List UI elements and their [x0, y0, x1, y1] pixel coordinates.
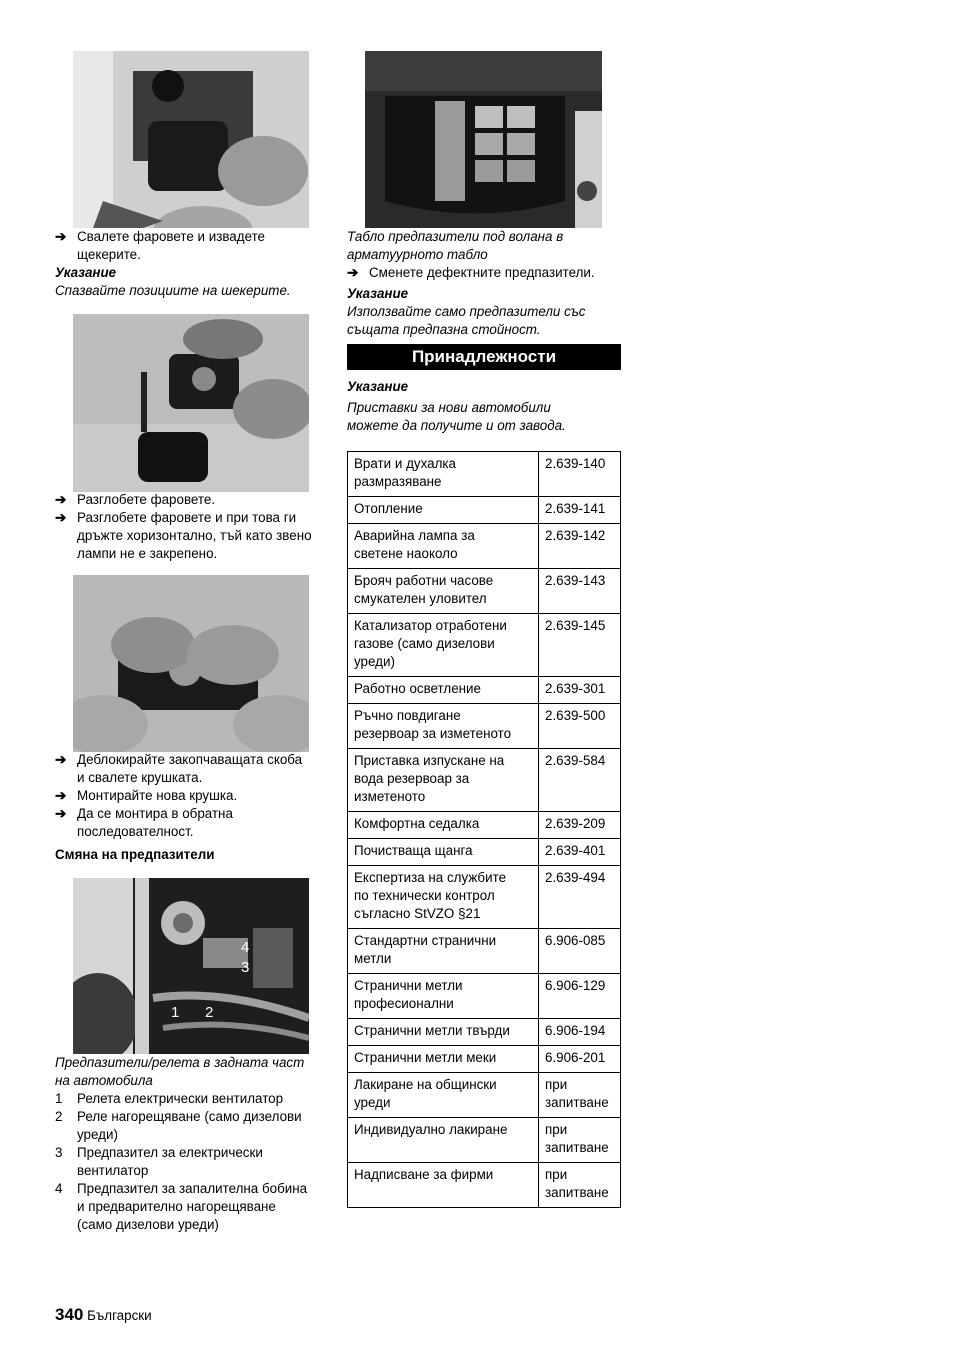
arrow-right-icon: ➔ [55, 806, 67, 821]
accessory-code-line: 6.906-194 [545, 1023, 606, 1038]
table-row [348, 524, 621, 569]
note-text: същата предпазна стойност. [347, 322, 541, 337]
table-row [348, 866, 621, 929]
photo-label-1: 1 [171, 1004, 180, 1021]
accessories-table [347, 451, 621, 1208]
legend-number: 2 [55, 1109, 63, 1124]
note-text: можете да получите и от завода. [347, 418, 566, 433]
accessory-name-line: резервоар за изметеното [354, 726, 512, 741]
accessory-name [348, 839, 539, 866]
table-row [348, 452, 621, 497]
legend-number: 3 [55, 1145, 63, 1160]
accessory-code [539, 1163, 621, 1208]
accessory-name [348, 1046, 539, 1073]
accessory-name [348, 452, 539, 497]
accessory-name-line: уреди) [354, 654, 395, 669]
accessory-code [539, 1019, 621, 1046]
accessory-name [348, 704, 539, 749]
accessory-code-line: 6.906-085 [545, 933, 606, 948]
accessory-code-line: при [545, 1122, 568, 1137]
note-label: Указание [347, 286, 409, 301]
accessory-code-line: 2.639-145 [545, 618, 606, 633]
table-row [348, 929, 621, 974]
accessory-name-line: размразяване [354, 474, 442, 489]
footer-language: Български [87, 1308, 152, 1323]
accessory-code-line: 6.906-129 [545, 978, 606, 993]
table-row [348, 812, 621, 839]
fuse-heading: Смяна на предпазители [55, 847, 215, 862]
accessory-name-line: Комфортна седалка [354, 816, 480, 831]
photo-remove-headlights [73, 51, 309, 228]
accessory-code-line: запитване [545, 1185, 609, 1200]
table-row [348, 1019, 621, 1046]
photo-label-2: 2 [205, 1004, 214, 1021]
legend-line: Реле нагорещяване (само дизелови [77, 1109, 302, 1124]
table-row [348, 614, 621, 677]
accessory-name [348, 497, 539, 524]
legend-number: 4 [55, 1181, 63, 1196]
accessory-name-line: Стандартни странични [354, 933, 497, 948]
legend-item [55, 1108, 330, 1144]
note-text: Приставки за нови автомобили [347, 400, 551, 415]
accessory-code [539, 1118, 621, 1163]
accessory-name [348, 1163, 539, 1208]
accessory-name-line: изметеното [354, 789, 426, 804]
photo-replace-bulb [73, 575, 309, 752]
table-row [348, 974, 621, 1019]
step-line: Разглобете фаровете. [77, 492, 216, 507]
accessory-name-line: метли [354, 951, 392, 966]
photo-fuse-panel [365, 51, 602, 228]
accessory-name-line: съгласно StVZO §21 [354, 906, 481, 921]
accessory-code-line: 2.639-140 [545, 456, 606, 471]
table-row [348, 497, 621, 524]
step-remove-headlights [55, 228, 330, 264]
legend-item [55, 1180, 330, 1234]
note-label: Указание [347, 379, 409, 394]
accessory-name-line: Индивидуално лакиране [354, 1122, 508, 1137]
step-item [55, 491, 330, 509]
accessory-code-line: 2.639-500 [545, 708, 606, 723]
accessory-code [539, 839, 621, 866]
accessory-code [539, 1073, 621, 1118]
step-line: Монтирайте нова крушка. [77, 788, 238, 803]
accessory-code-line: при [545, 1167, 568, 1182]
step-item [55, 805, 330, 841]
legend-number: 1 [55, 1091, 63, 1106]
accessory-code [539, 1046, 621, 1073]
accessory-code-line: 2.639-209 [545, 816, 606, 831]
table-row [348, 704, 621, 749]
legend-line: уреди) [77, 1127, 118, 1142]
table-row [348, 1046, 621, 1073]
step-line: Разглобете фаровете и при това ги [77, 510, 297, 525]
table-row [348, 1118, 621, 1163]
arrow-right-icon: ➔ [55, 510, 67, 525]
accessory-code-line: 6.906-201 [545, 1050, 606, 1065]
accessory-name [348, 1073, 539, 1118]
accessory-code [539, 524, 621, 569]
accessory-code-line: при [545, 1077, 568, 1092]
step-line: лампи не е закрепено. [77, 546, 218, 561]
table-row [348, 677, 621, 704]
accessory-code [539, 614, 621, 677]
accessory-name [348, 866, 539, 929]
step-item [347, 264, 627, 282]
accessory-code [539, 749, 621, 812]
step-line: последователност. [77, 824, 194, 839]
accessory-code [539, 704, 621, 749]
step-line: Свалете фаровете и извадете [77, 229, 265, 244]
accessory-code [539, 929, 621, 974]
accessory-code [539, 866, 621, 929]
step-item [55, 509, 330, 563]
photo-disassemble-headlights [73, 314, 309, 492]
accessory-name [348, 1019, 539, 1046]
photo-fuses-relays [73, 878, 309, 1054]
accessory-code-line: 2.639-584 [545, 753, 606, 768]
accessory-code-line: 2.639-494 [545, 870, 606, 885]
accessory-name [348, 749, 539, 812]
page-number: 340 [55, 1305, 84, 1324]
accessory-name-line: смукателен уловител [354, 591, 487, 606]
accessory-code [539, 497, 621, 524]
accessory-name [348, 929, 539, 974]
accessory-name [348, 614, 539, 677]
arrow-right-icon: ➔ [55, 788, 67, 803]
arrow-right-icon: ➔ [55, 229, 67, 244]
step-line: Деблокирайте закопчаващата скоба [77, 752, 303, 767]
accessory-name-line: по технически контрол [354, 888, 495, 903]
legend-line: Релета електрически вентилатор [77, 1091, 284, 1106]
accessory-code [539, 569, 621, 614]
table-row [348, 569, 621, 614]
accessory-code-line: 2.639-301 [545, 681, 606, 696]
legend-item [55, 1090, 330, 1108]
accessory-code-line: 2.639-142 [545, 528, 606, 543]
note-text: Използвайте само предпазители със [347, 304, 586, 319]
photo-label-4: 4 [241, 939, 250, 956]
step-item [55, 751, 330, 787]
step-line: Сменете дефектните предпазители. [369, 265, 595, 280]
caption-line: Табло предпазители под волана в [347, 229, 564, 244]
accessory-name-line: Врати и духалка [354, 456, 456, 471]
table-row [348, 1073, 621, 1118]
legend-item [55, 1144, 330, 1180]
accessory-name-line: Аварийна лампа за [354, 528, 475, 543]
accessory-code [539, 677, 621, 704]
accessory-name [348, 569, 539, 614]
accessory-name-line: Приставка изпускане на [354, 753, 505, 768]
legend-line: и предварително нагорещяване [77, 1199, 276, 1214]
accessory-name-line: вода резервоар за [354, 771, 470, 786]
accessory-code [539, 812, 621, 839]
accessory-name-line: Ръчно повдигане [354, 708, 461, 723]
accessory-name-line: Брояч работни часове [354, 573, 494, 588]
legend-line: (само дизелови уреди) [77, 1217, 219, 1232]
caption-line: на автомобила [55, 1073, 153, 1088]
accessory-name [348, 1118, 539, 1163]
accessory-name-line: Работно осветление [354, 681, 481, 696]
accessory-name-line: Лакиране на общински [354, 1077, 497, 1092]
accessory-name-line: Почистваща щанга [354, 843, 473, 858]
legend-line: Предпазител за запалителна бобина [77, 1181, 308, 1196]
legend-line: Предпазител за електрически [77, 1145, 263, 1160]
accessory-code [539, 452, 621, 497]
accessory-name-line: Странични метли [354, 978, 463, 993]
arrow-right-icon: ➔ [55, 492, 67, 507]
accessory-name-line: професионални [354, 996, 454, 1011]
accessory-name-line: Отопление [354, 501, 423, 516]
step-line: Да се монтира в обратна [77, 806, 233, 821]
caption-line: Предпазители/релета в задната част [55, 1055, 305, 1070]
table-row [348, 749, 621, 812]
accessory-name [348, 524, 539, 569]
accessory-name-line: светене наоколо [354, 546, 458, 561]
accessory-name [348, 974, 539, 1019]
accessory-name-line: Надписване за фирми [354, 1167, 494, 1182]
photo-label-3: 3 [241, 959, 250, 976]
legend-line: вентилатор [77, 1163, 149, 1178]
step-line: щекерите. [77, 247, 141, 262]
accessory-code-line: 2.639-143 [545, 573, 606, 588]
accessory-code-line: запитване [545, 1095, 609, 1110]
page-footer [55, 1306, 152, 1325]
arrow-right-icon: ➔ [55, 752, 67, 767]
accessory-name-line: Катализатор отработени [354, 618, 507, 633]
table-row [348, 839, 621, 866]
accessory-name-line: Експертиза на службите [354, 870, 507, 885]
step-line: дръжте хоризонтално, тъй като звено [77, 528, 312, 543]
accessory-code-line: 2.639-141 [545, 501, 606, 516]
step-line: и свалете крушката. [77, 770, 203, 785]
step-item [55, 787, 330, 805]
accessory-code-line: запитване [545, 1140, 609, 1155]
note-text: Спазвайте позициите на шекерите. [55, 283, 291, 298]
accessory-code-line: 2.639-401 [545, 843, 606, 858]
accessory-name-line: Странични метли меки [354, 1050, 497, 1065]
table-row [348, 1163, 621, 1208]
accessory-name-line: газове (само дизелови [354, 636, 495, 651]
accessory-name [348, 677, 539, 704]
accessory-name [348, 812, 539, 839]
accessory-name-line: уреди [354, 1095, 391, 1110]
arrow-right-icon: ➔ [347, 265, 359, 280]
accessory-name-line: Странични метли твърди [354, 1023, 510, 1038]
caption-line: арматуурното табло [347, 247, 488, 262]
section-title: Принадлежности [347, 344, 621, 370]
accessory-code [539, 974, 621, 1019]
note-label: Указание [55, 265, 117, 280]
